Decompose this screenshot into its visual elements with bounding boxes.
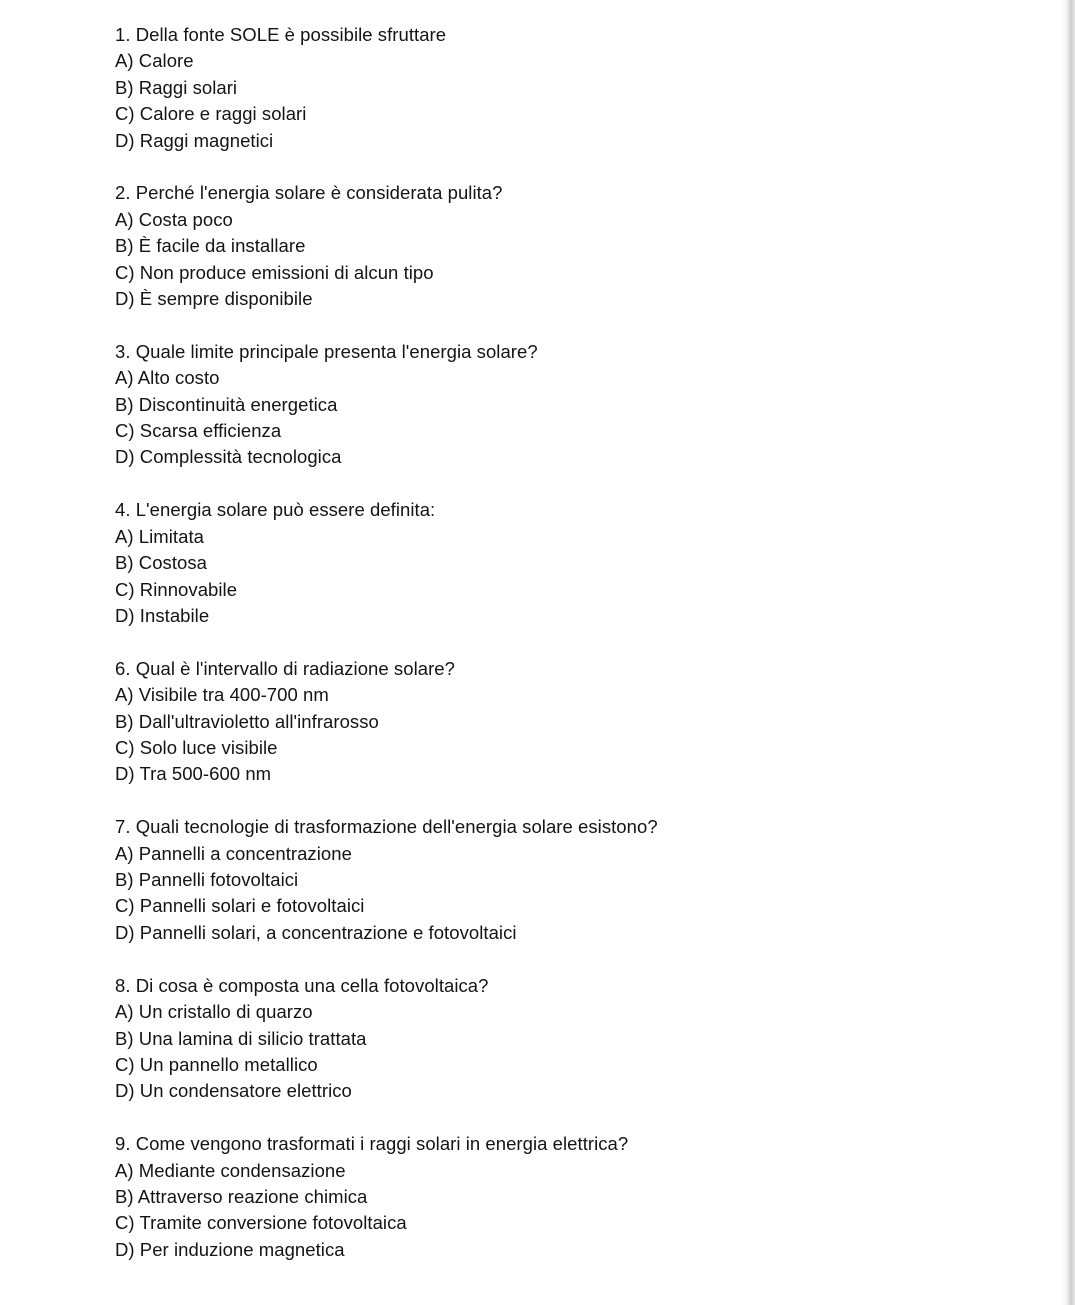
answer-option: A) Calore	[115, 50, 194, 72]
question-block	[115, 1131, 1015, 1263]
answer-option: C) Pannelli solari e fotovoltaici	[115, 895, 365, 917]
answer-option: B) È facile da installare	[115, 235, 306, 257]
question-text: 7. Quali tecnologie di trasformazione dell'energia solare esistono?	[115, 816, 658, 838]
question-block	[115, 973, 1015, 1105]
answer-option: C) Solo luce visibile	[115, 736, 278, 758]
question-block	[115, 656, 1015, 788]
answer-option: A) Limitata	[115, 525, 204, 547]
page-edge-shadow	[1062, 0, 1075, 1305]
answer-option: A) Mediante condensazione	[115, 1159, 346, 1181]
answer-option: A) Pannelli a concentrazione	[115, 842, 352, 864]
answer-option: B) Costosa	[115, 552, 208, 574]
answer-option: D) Instabile	[115, 604, 210, 626]
question-text: 9. Come vengono trasformati i raggi solari in energia elettrica?	[115, 1133, 629, 1155]
answer-option: B) Dall'ultravioletto all'infrarosso	[115, 710, 379, 732]
answer-option: A) Un cristallo di quarzo	[115, 1001, 313, 1023]
answer-option: B) Raggi solari	[115, 76, 238, 98]
question-text: 6. Qual è l'intervallo di radiazione solare?	[115, 657, 455, 679]
answer-option: D) Per induzione magnetica	[115, 1238, 345, 1260]
answer-option: C) Calore e raggi solari	[115, 103, 307, 125]
question-block	[115, 497, 1015, 629]
answer-option: A) Visibile tra 400-700 nm	[115, 684, 329, 706]
quiz-list	[115, 22, 1015, 1290]
answer-option: C) Rinnovabile	[115, 578, 238, 600]
answer-option: C) Non produce emissioni di alcun tipo	[115, 261, 434, 283]
answer-option: A) Alto costo	[115, 367, 220, 389]
question-text: 4. L'energia solare può essere definita:	[115, 499, 436, 521]
answer-option: D) Raggi magnetici	[115, 129, 274, 151]
question-text: 3. Quale limite principale presenta l'energia solare?	[115, 340, 538, 362]
answer-option: C) Un pannello metallico	[115, 1053, 318, 1075]
answer-option: D) Tra 500-600 nm	[115, 763, 272, 785]
answer-option: D) Pannelli solari, a concentrazione e fotovoltaici	[115, 921, 517, 943]
question-block	[115, 339, 1015, 471]
answer-option: D) È sempre disponibile	[115, 288, 313, 310]
answer-option: C) Tramite conversione fotovoltaica	[115, 1212, 407, 1234]
question-text: 2. Perché l'energia solare è considerata pulita?	[115, 182, 503, 204]
answer-option: B) Pannelli fotovoltaici	[115, 869, 299, 891]
answer-option: D) Complessità tecnologica	[115, 446, 342, 468]
question-text: 1. Della fonte SOLE è possibile sfruttare	[115, 24, 447, 45]
answer-option: B) Discontinuità energetica	[115, 393, 338, 415]
question-block	[115, 814, 1015, 946]
question-block	[115, 180, 1015, 312]
answer-option: B) Attraverso reazione chimica	[115, 1185, 368, 1207]
question-text: 8. Di cosa è composta una cella fotovoltaica?	[115, 974, 489, 996]
answer-option: C) Scarsa efficienza	[115, 420, 282, 442]
answer-option: B) Una lamina di silicio trattata	[115, 1027, 367, 1049]
answer-option: A) Costa poco	[115, 208, 233, 230]
question-block	[115, 22, 1015, 154]
answer-option: D) Un condensatore elettrico	[115, 1080, 352, 1102]
